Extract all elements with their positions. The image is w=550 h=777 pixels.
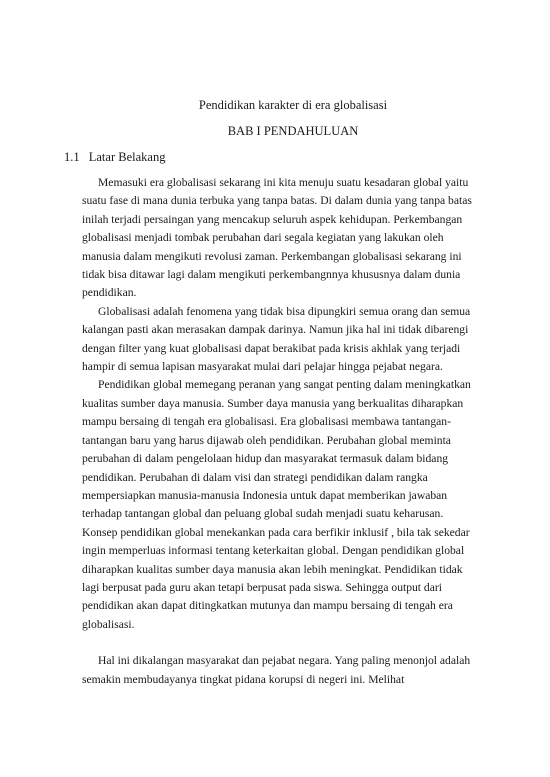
- paragraph: Pendidikan global memegang peranan yang sangat penting dalam meningkatkan kualitas sumber daya manusia. Sumber daya manusia yang berkualitas diharapkan mampu bersaing di tengah era globalisasi. Era globalisasi membawa tantangan-tantangan baru yang harus dijawab oleh pendidikan. Perubahan global meminta perubahan di dalam pengelolaan hidup dan masyarakat termasuk dalam bidang pendidikan. Perubahan di dalam visi dan strategi pendidikan dalam rangka mempersiapkan manusia-manusia Indonesia untuk dapat memberikan jawaban terhadap tantangan global dan peluang global sudah menjadi suatu keharusan. Konsep pendidikan global menekankan pada cara berfikir inklusif , bila tak sekedar ingin memperluas informasi tentang keterkaitan global. Dengan pendidikan global diharapkan kualitas sumber daya manusia akan lebih meningkat. Pendidikan tidak lagi berpusat pada guru akan tetapi berpusat pada siswa. Sehingga output dari pendidikan akan dapat ditingkatkan mutunya dan mampu bersaing di tengah era globalisasi.: [82, 378, 471, 631]
- section-heading: [64, 150, 165, 165]
- paragraph: Globalisasi adalah fenomena yang tidak bisa dipungkiri semua orang dan semua kalangan pasti akan merasakan dampak darinya. Namun jika hal ini tidak dibarengi dengan filter yang kuat globalisasi dapat berakibat pada krisis akhlak yang terjadi hampir di semua lapisan masyarakat mulai dari pelajar hingga pejabat negara.: [82, 304, 471, 374]
- section-number: 1.1: [64, 150, 80, 164]
- chapter-heading: BAB I PENDAHULUAN: [227, 124, 359, 138]
- section-title: Latar Belakang: [88, 150, 166, 164]
- paragraph: Memasuki era globalisasi sekarang ini kita menuju suatu kesadaran global yaitu suatu fase di mana dunia terbuka yang tanpa batas. Di dalam dunia yang tanpa batas inilah terjadi persaingan yang mencakup seluruh aspek kehidupan. Perkembangan globalisasi menjadi tombak perubahan dari segala kegiatan yang lakukan oleh manusia dalam mengikuti revolusi zaman. Perkembangan globalisasi sekarang ini tidak bisa ditawar lagi dalam mengikuti perkembangnnya khususnya dalam dunia pendidikan.: [82, 176, 472, 300]
- paragraph: Hal ini dikalangan masyarakat dan pejabat negara. Yang paling menonjol adalah semakin membudayanya tingkat pidana korupsi di negeri ini. Melihat: [82, 654, 471, 686]
- document-title: Pendidikan karakter di era globalisasi: [198, 98, 388, 112]
- body-text: [82, 174, 474, 689]
